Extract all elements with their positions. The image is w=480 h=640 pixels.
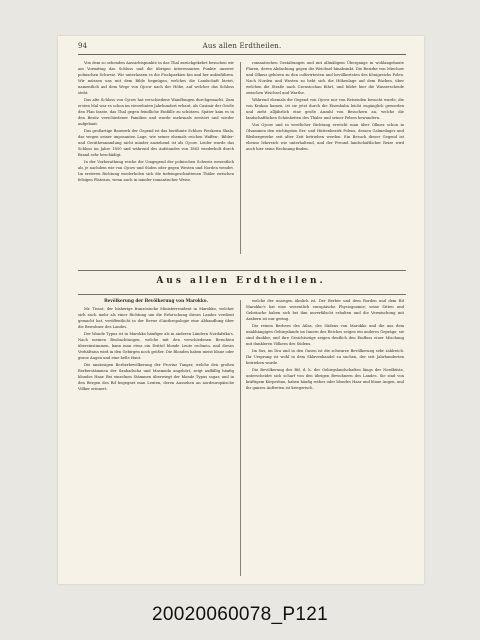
- paragraph: Von dem so sehenden Aussichtspunkte in das Thal zurückgekehrt besuchen wir am Vormittag das Schloss und die übrigen interessanten Punkte unserer polnischen Schweiz. Wir unterlassen es die Fischparkien hin und her aufzuführen. Wir müssen uns mit dem Bilde begnügen, welches die Landschaft bietet, namentlich auf dem Wege von Ojcow nach der Höhe, auf welcher das Schloss steht.: [78, 61, 234, 95]
- paragraph: Mr. Tissot, der bisherige französische Ministerresident in Marokko, welcher sich noch mehr als einer Richtung um die Erforschung dieses Landes verdient gemacht hat, veröffentlicht in der Revue d'Anthropologie eine Abhandlung über die Bewohner des Landes.: [78, 307, 234, 329]
- lower-right-column: [246, 298, 404, 578]
- paragraph: Das alte Schloss von Ojcow hat verschiedene Wandlungen durchgemacht. Zum ersten Mal war es schon im vierzehnten Jahrhundert erbaut, als Casimir der Große den Plan fasste, das Thal gegen feindliche Einfälle zu schützen. Später kam es in den Besitz verschiedener Familien und wurde mehrmals zerstört und wieder aufgebaut.: [78, 98, 234, 126]
- paragraph: In der Vorberathung reiche die Umgegend der polnischen Schweiz wesentlich ab, je nachdem wie von Ojcow und Süden oder gegen Westen und Norden wendet. Im ersteren Richtung wiederholen sich die tiefeingeschnittenen Thäler zwischen felsigen Plateaus, wenn auch in minder romantischer Weise.: [78, 160, 234, 182]
- paragraph: romantischen Gestaltungen und mit allmäligem Übergange in wohlangebaute Fluren, deren Abdachung gegen die Weichsel hinabsinkt. Die Bezirke von Miechow und Olkusz gehören zu den cultivirtesten und bevölkertsten des Königreichs Polen. Nach Norden und Westen zu hebt sich die Höhenlage auf dem Rücken, über welchen die Straße nach Czenstochau führt, und bildet hier die Wasserscheide zwischen Weichsel und Warthe.: [246, 61, 404, 95]
- header-rule: [78, 54, 406, 55]
- article-title: Bevölkerung der Bevölkerung von Marokko.: [104, 298, 208, 303]
- page-number: 94: [78, 42, 88, 50]
- section-heading: Aus allen Erdtheilen.: [156, 276, 326, 286]
- column-divider: [240, 62, 241, 254]
- upper-right-column: [246, 60, 404, 256]
- paragraph: Von Ojcow und in westlicher Richtung erreicht man über Olkusz schon in Olsammen den wichtigsten Erz- und Hüttenbezirk Polens, dessen Galmeilager und Bleibergwerke seit alter Zeit betrieben werden. Ein Besuch dieser Gegend ist ebenso lehrreich wie unterhaltend, und der Freund landschaftlicher Reize wird auch hier seine Rechnung finden.: [246, 123, 404, 151]
- magazine-page: [58, 36, 424, 584]
- section-rule: [78, 294, 406, 295]
- column-divider: [240, 300, 241, 576]
- paragraph: Während ehemals die Gegend von Ojcow nur von Reisenden besucht wurde, die von Krakau kamen, ist sie jetzt durch die Eisenbahn leicht zugänglich geworden und zieht alljährlich eine große Anzahl von Besuchern an, welche die landschaftlichen Schönheiten des Thales und seiner Felsen bewundern.: [246, 98, 404, 120]
- archive-caption: 20020060078_P121: [152, 604, 328, 625]
- running-head: [78, 42, 406, 54]
- paragraph: welche der unsrigen ähnlich ist. Der Berber und dem Rorden und dem Rif Marokko's hat eine wesentlich europäische Physiognomie; seine Sitten und Gebräuche haben sich bei ihm unverfälscht erhalten und die Vermischung mit Arabern ist nur gering.: [246, 299, 404, 321]
- paragraph: Die reinen Berbern des Atlas, des Südens von Marokko und die aus dem unabhängigen Gebirgslande im Innern des Reiches zeigen ein anderes Gepräge; sie sind dunkler, und ihre Gesichtszüge zeigen deutlich den Einfluss einer Mischung mit dunkleren Völkern des Südens.: [246, 324, 404, 346]
- running-title: Aus allen Erdtheilen.: [202, 42, 282, 50]
- section-rule: [78, 270, 406, 271]
- paragraph: Die ansässigen Berberbevölkerung der Provinz Tanger, welche den großen Berberstämmen der Sanhadscha und Masmuda angehört, zeigt auffällig häufig blondes Haar. Bei einzelnen Stämmen überwiegt der blonde Typus sogar, und in den Bergen des Rif begegnet man Leuten, deren Aussehen an nordeuropäische Völker erinnert.: [78, 363, 234, 391]
- upper-left-column: [78, 60, 234, 256]
- paragraph: Im Sus, im Dra und in den Oasen ist die schwarze Bevölkerung sehr zahlreich. Ihr Ursprung ist wohl in dem Sklavenhandel zu suchen, der seit Jahrhunderten betrieben wurde.: [246, 349, 404, 365]
- paragraph: Der blonde Typus ist in Marokko häufiger als in anderen Ländern Nordafrika's. Nach meinen Beobachtungen, welche mit den verschiedenen Berichten übereinstimmen, kann man etwa ein Drittel blonde Leute rechnen, und dieses Verhältniss wird in den Gebirgen noch größer. Die Blonden haben meist blaue oder graue Augen und eine helle Haut.: [78, 332, 234, 360]
- lower-left-column: [78, 298, 234, 578]
- paragraph: Die Bevölkerung des Rif, d. h. der Gebirgslandschaften längs der Nordküste, unterscheidet sich scharf von den übrigen Bewohnern des Landes. Sie sind von kräftigem Körperbau, haben häufig rothes oder blondes Haar und blaue Augen, und ihr ganzes Auftreten ist kriegerisch.: [246, 368, 404, 390]
- paragraph: Das großartige Bauwerk der Gegend ist das berühmte Schloss Pieskowa Skala, das wegen seiner imposanten Lage, wie seiner ehemals reichen Waffen-, Bilder- und Geräthesammlung nicht minder anziehend ist als Ojcow. Leider wurde das Schloss im Jahre 1850 und während des Aufstandes von 1863 wiederholt durch Brand sehr beschädigt.: [78, 129, 234, 157]
